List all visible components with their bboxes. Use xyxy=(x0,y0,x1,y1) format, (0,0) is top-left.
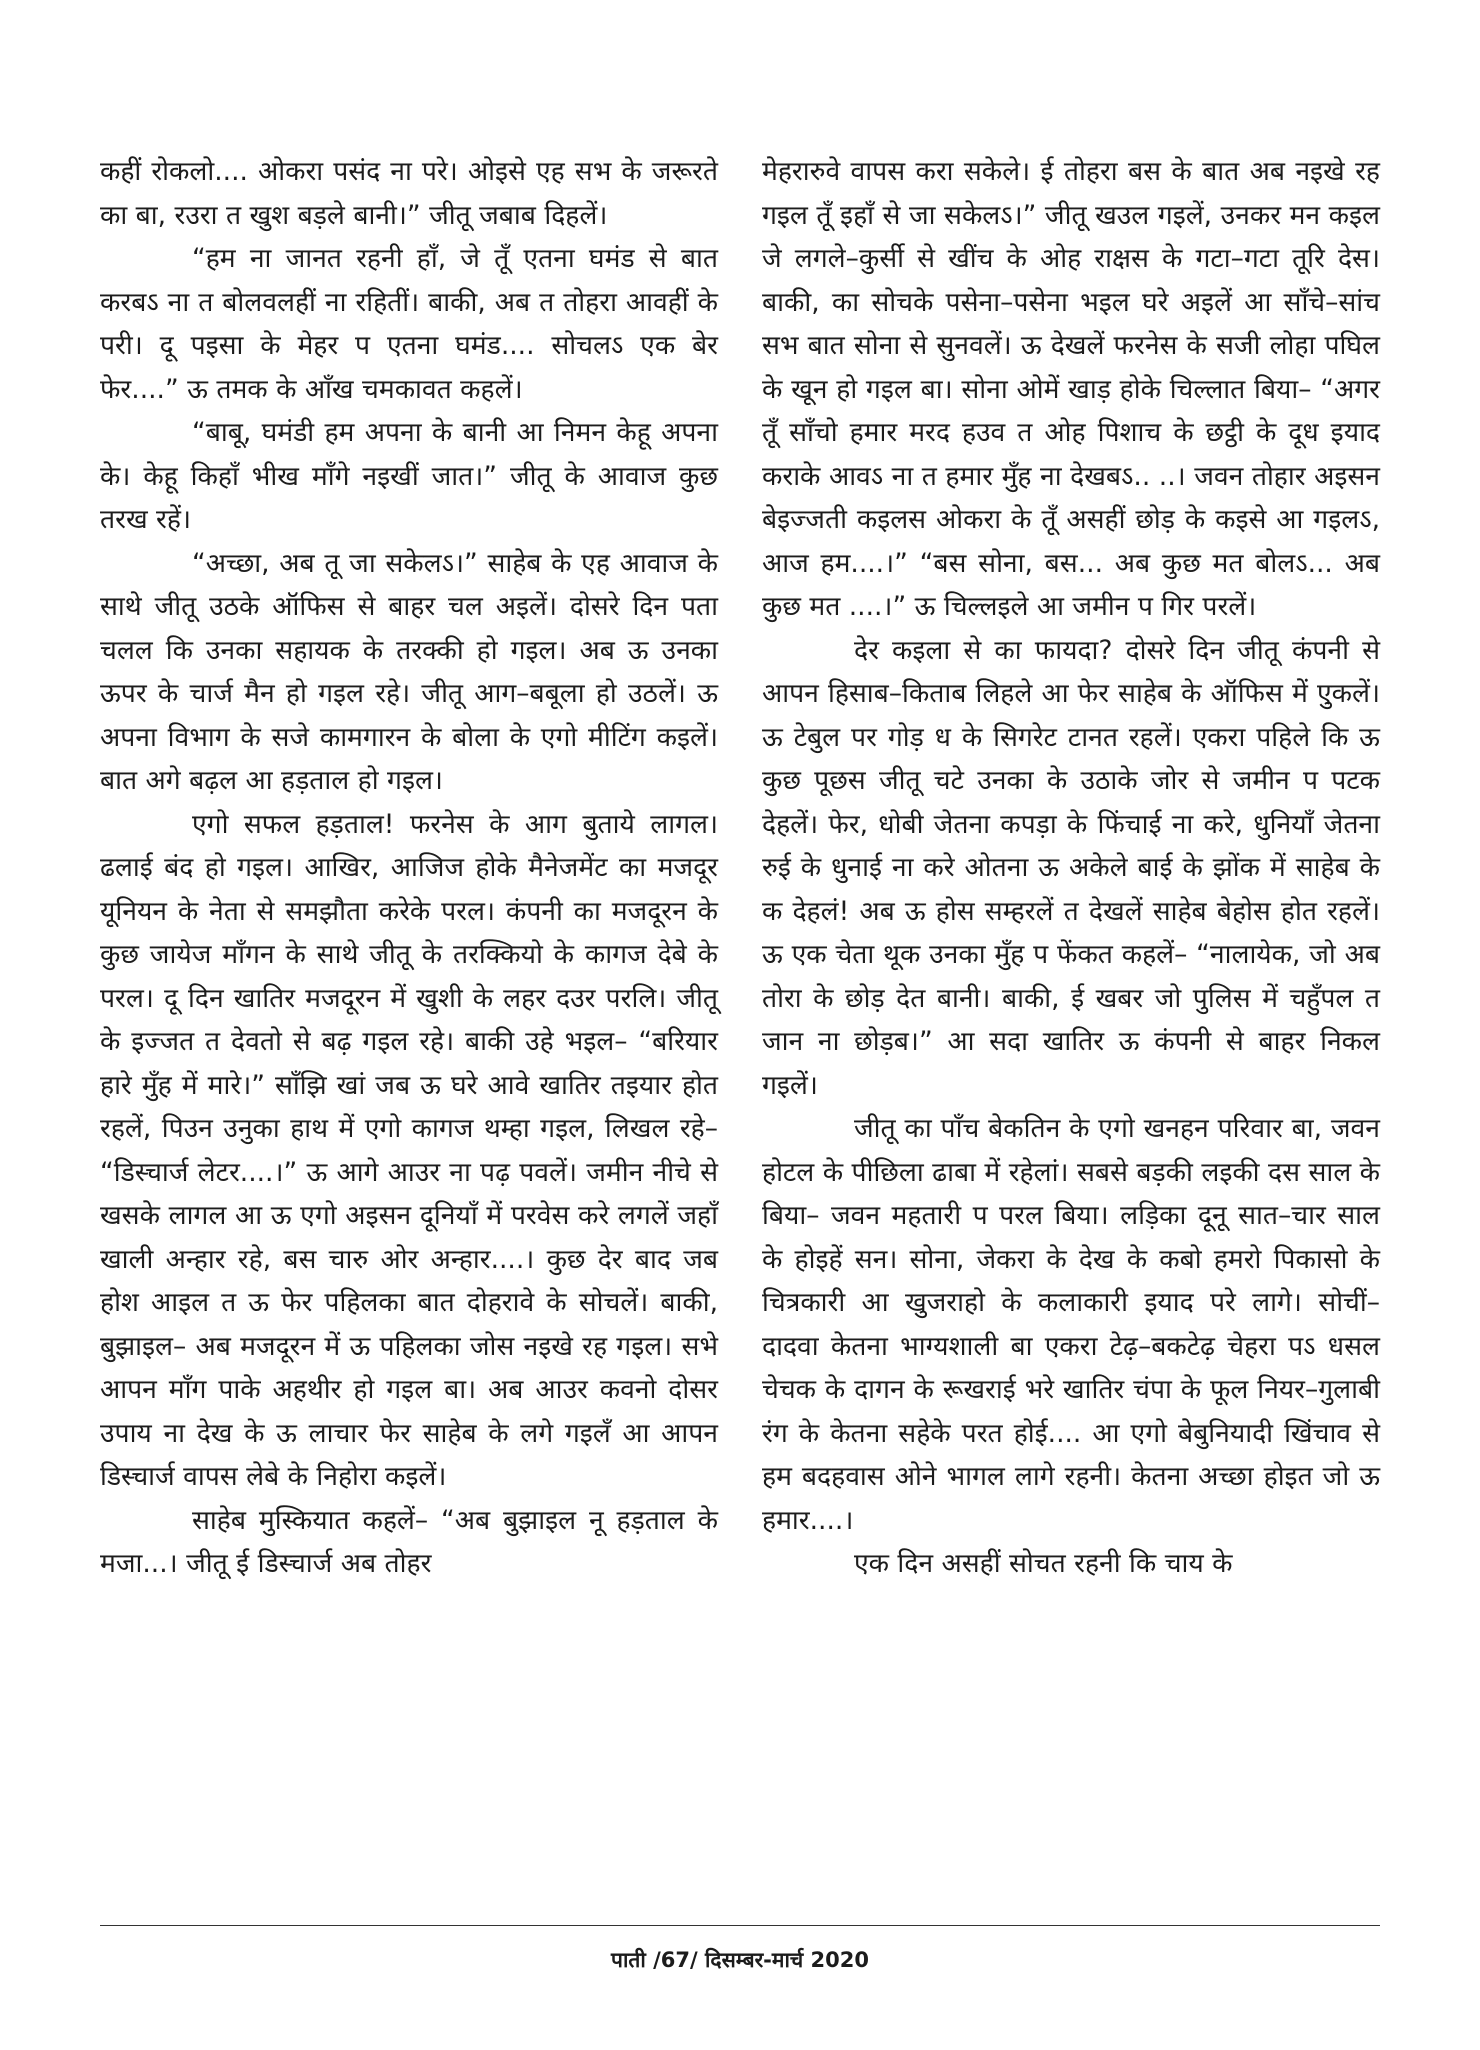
paragraph: “हम ना जानत रहनी हाँ, जे तूँ एतना घमंड से बात करबऽ ना त बोलवलहीं ना रहितीं। बाकी, अब त तोहरा आवहीं के परी। दू पइसा के मेहर प एतना घमंड.... सोचलऽ एक बेर फेर....” ऊ तमक के आँख चमकावत कहलें। xyxy=(100,243,718,405)
paragraph: कहीं रोकलो.... ओकरा पसंद ना परे। ओइसे एह सभ के जरूरते का बा, रउरा त खुश बड़ले बानी।” जीतू जबाब दिहलें। xyxy=(100,156,718,231)
paragraph: “बाबू, घमंडी हम अपना के बानी आ निमन केहू अपना के। केहू किहाँ भीख माँगे नइखीं जात।” जीतू के आवाज कुछ तरख रहें। xyxy=(100,417,718,535)
paragraph: मेहरारुवे वापस करा सकेले। ई तोहरा बस के बात अब नइखे रह गइल तूँ इहाँ से जा सकेलऽ।” जीतू खउल गइलें, उनकर मन कइल जे लगले–कुर्सी से खींच के ओह राक्षस के गटा–गटा तूरि देस। बाकी, का सोचके पसेना–पसेना भइल घरे अइलें आ साँचे–सांच सभ बात सोना से सुनवलें। ऊ देखलें फरनेस के सजी लोहा पघिल के खून हो गइल बा। सोना ओमें खाड़ होके चिल्लात बिया– “अगर तूँ साँचो हमार मरद हउव त ओह पिशाच के छट्ठी के दूध इयाद कराके आवऽ ना त हमार मुँह ना देखबऽ.. ..। जवन तोहार अइसन बेइज्जती कइलस ओकरा के तूँ असहीं छोड़ के कइसे आ गइलऽ, आज हम....।” “बस सोना, बस... अब कुछ मत बोलऽ... अब कुछ मत ....।” ऊ चिल्लइले आ जमीन प गिर परलें। xyxy=(762,156,1380,622)
paragraph: एक दिन असहीं सोचत रहनी कि चाय के xyxy=(854,1548,1233,1579)
paragraph: एगो सफल हड़ताल! फरनेस के आग बुताये लागल। ढलाई बंद हो गइल। आखिर, आजिज होके मैनेजमेंट का मजदूर यूनियन के नेता से समझौता करेके परल। कंपनी का मजदूरन के कुछ जायेज माँगन के साथे जीतू के तरक्कियो के कागज देबे के परल। दू दिन खातिर मजदूरन में खुशी के लहर दउर परलि। जीतू के इज्जत त देवतो से बढ़ गइल रहे। बाकी उहे भइल– “बरियार हारे मुँह में मारे।” साँझि खां जब ऊ घरे आवे खातिर तइयार होत रहलें, पिउन उनुका हाथ में एगो कागज थम्हा गइल, लिखल रहे– “डिस्चार्ज लेटर....।” ऊ आगे आउर ना पढ़ पवलें। जमीन नीचे से खसके लागल आ ऊ एगो अइसन दूनियाँ में परवेस करे लगलें जहाँ खाली अन्हार रहे, बस चारु ओर अन्हार....। कुछ देर बाद जब होश आइल त ऊ फेर पहिलका बात दोहरावे के सोचलें। बाकी, बुझाइल– अब मजदूरन में ऊ पहिलका जोस नइखे रह गइल। सभे आपन माँग पाके अहथीर हो गइल बा। अब आउर कवनो दोसर उपाय ना देख के ऊ लाचार फेर साहेब के लगे गइलँ आ आपन डिस्चार्ज वापस लेबे के निहोरा कइलें। xyxy=(100,808,718,1492)
paragraph: साहेब मुस्कियात कहलें– “अब बुझाइल नू हड़ताल के मजा...। जीतू ई डिस्चार्ज अब तोहर xyxy=(100,1504,718,1579)
paragraph: “अच्छा, अब तू जा सकेलऽ।” साहेब के एह आवाज के साथे जीतू उठके ऑफिस से बाहर चल अइलें। दोसरे दिन पता चलल कि उनका सहायक के तरक्की हो गइल। अब ऊ उनका ऊपर के चार्ज मैन हो गइल रहे। जीतू आग–बबूला हो उठलें। ऊ अपना विभाग के सजे कामगारन के बोला के एगो मीटिंग कइलें। बात अगे बढ़ल आ हड़ताल हो गइल। xyxy=(100,547,718,796)
left-column xyxy=(100,150,718,1586)
footer-divider xyxy=(100,1925,1380,1926)
paragraph: जीतू का पाँच बेकतिन के एगो खनहन परिवार बा, जवन होटल के पीछिला ढाबा में रहेलां। सबसे बड़की लइकी दस साल के बिया– जवन महतारी प परल बिया। लड़िका दूनू सात–चार साल के होइहें सन। सोना, जेकरा के देख के कबो हमरो पिकासो के चित्रकारी आ खुजराहो के कलाकारी इयाद परे लागे। सोचीं– दादवा केतना भाग्यशाली बा एकरा टेढ़–बकटेढ़ चेहरा पऽ धसल चेचक के दागन के रूखराई भरे खातिर चंपा के फूल नियर–गुलाबी रंग के केतना सहेके परत होई.... आ एगो बेबुनियादी खिंचाव से हम बदहवास ओने भागल लागे रहनी। केतना अच्छा होइत जो ऊ हमार....। xyxy=(762,1113,1380,1536)
paragraph: देर कइला से का फायदा? दोसरे दिन जीतू कंपनी से आपन हिसाब–किताब लिहले आ फेर साहेब के ऑफिस में एुकलें। ऊ टेबुल पर गोड़ ध के सिगरेट टानत रहलें। एकरा पहिले कि ऊ कुछ पूछस जीतू चटे उनका के उठाके जोर से जमीन प पटक देहलें। फेर, धोबी जेतना कपड़ा के फिंचाई ना करे, धुनियाँ जेतना रुई के धुनाई ना करे ओतना ऊ अकेले बाई के झोंक में साहेब के क देहलं! अब ऊ होस सम्हरलें त देखलें साहेब बेहोस होत रहलें। ऊ एक चेता थूक उनका मुँह प फेंकत कहलें– “नालायेक, जो अब तोरा के छोड़ देत बानी। बाकी, ई खबर जो पुलिस में चहुँपल त जान ना छोड़ब।” आ सदा खातिर ऊ कंपनी से बाहर निकल गइलें। xyxy=(762,634,1380,1101)
page-footer: पाती /67/ दिसम्बर-मार्च 2020 xyxy=(611,1948,869,1972)
right-column xyxy=(762,150,1380,1586)
